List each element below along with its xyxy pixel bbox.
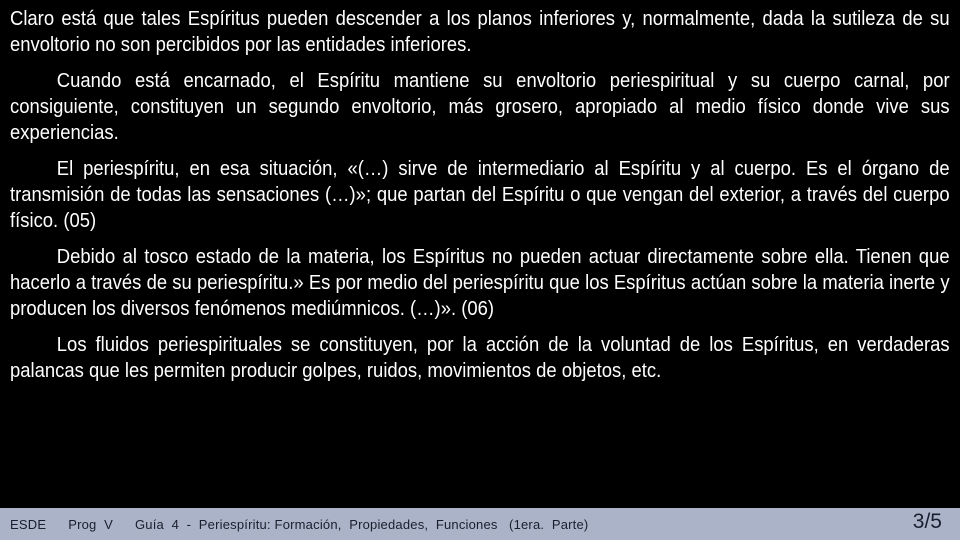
footer-program: Prog V (68, 517, 113, 532)
paragraph-1: Claro está que tales Espíritus pueden descender a los planos inferiores y, normalmente, dada la sutileza de su envoltorio no son percibidos por las entidades inferiores. (10, 7, 950, 56)
footer-guide: Guía 4 - Periespíritu: Formación, Propiedades, Funciones (1era. Parte) (134, 517, 589, 532)
footer-org: ESDE (10, 517, 47, 532)
footer-info (10, 517, 610, 532)
paragraph-3: El periespíritu, en esa situación, «(…) sirve de intermediario al Espíritu y al cuerpo. Es el órgano de transmisión de todas las sensaciones (…)»; que partan del Espíritu o que vengan del exterior, a través del cuerpo físico. (05) (10, 157, 950, 232)
slide-body (10, 6, 950, 500)
paragraph-5: Los fluidos periespirituales se constituyen, por la acción de la voluntad de los Espíritus, en verdaderas palancas que les permiten producir golpes, ruidos, movimientos de objetos, etc. (10, 333, 950, 382)
paragraph-4: Debido al tosco estado de la materia, los Espíritus no pueden actuar directamente sobre ella. Tienen que hacerlo a través de su periespíritu.» Es por medio del periespíritu que los Espíritus actúan sobre la materia inerte y producen los diversos fenómenos mediúmnicos. (…)». (06) (10, 245, 950, 320)
page-number: 3/5 (912, 510, 942, 533)
footer-bar (0, 508, 960, 540)
paragraph-2: Cuando está encarnado, el Espíritu mantiene su envoltorio periespiritual y su cuerpo carnal, por consiguiente, constituyen un segundo envoltorio, más grosero, apropiado al medio físico donde vive sus experiencias. (10, 69, 950, 144)
